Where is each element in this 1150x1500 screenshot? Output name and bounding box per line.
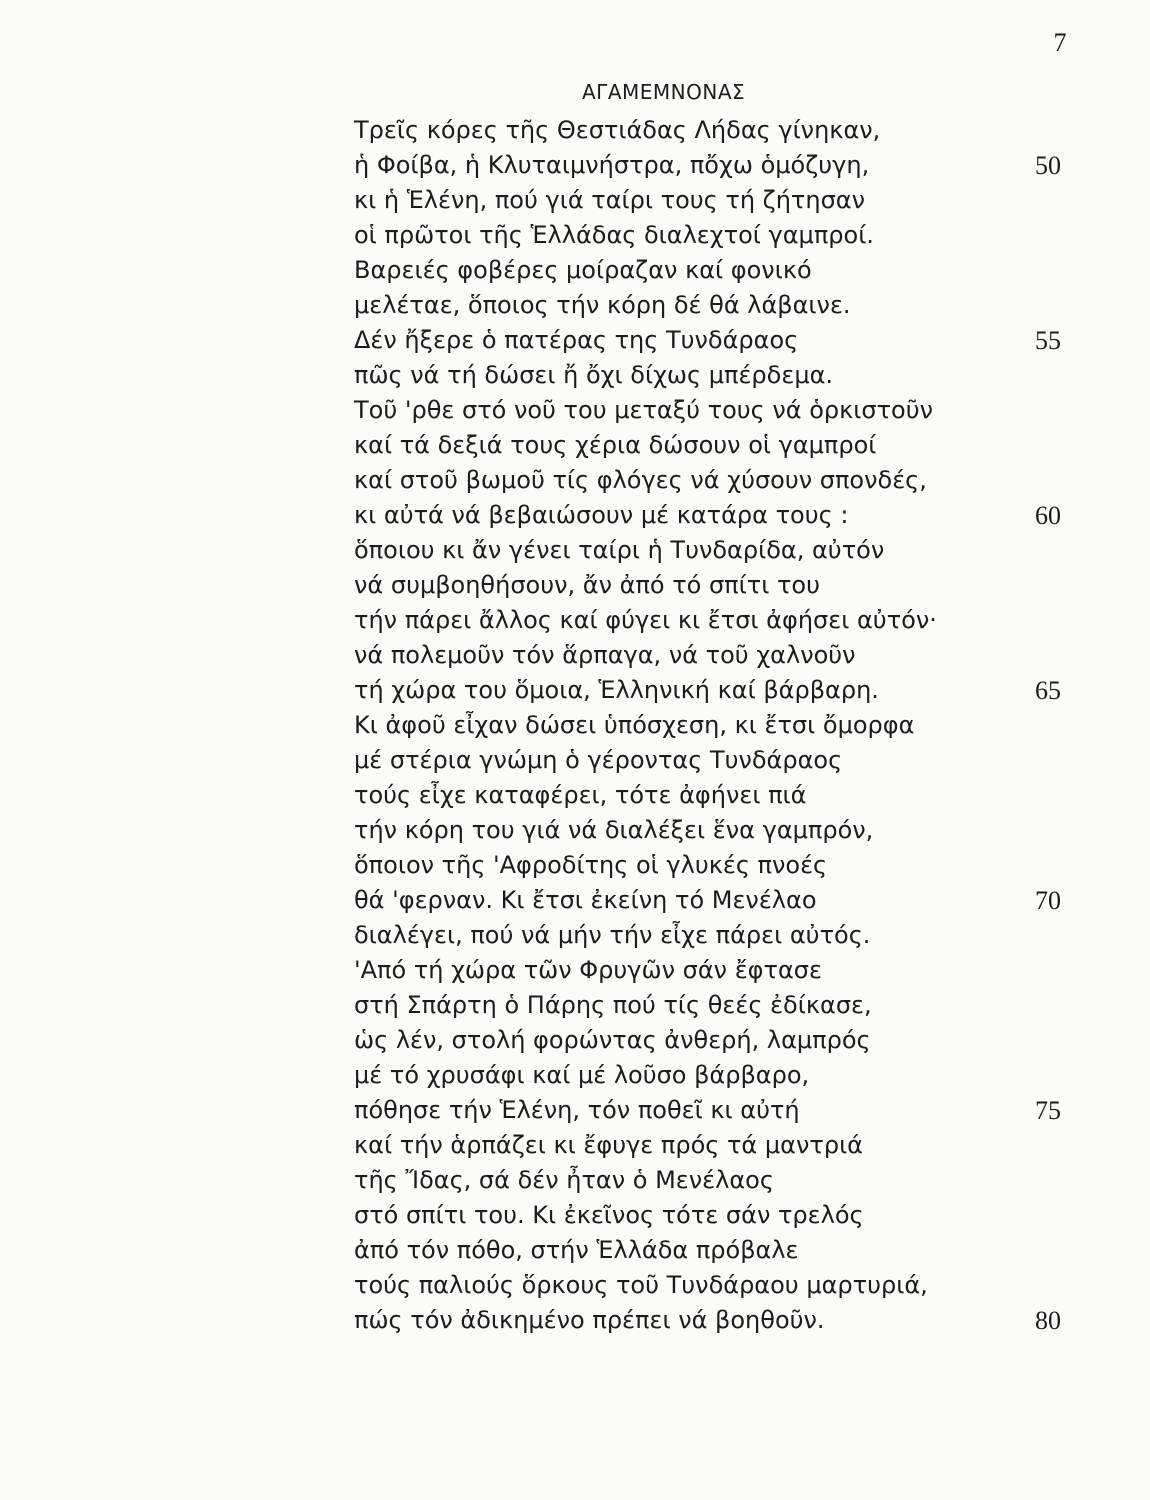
verse-line	[354, 918, 1074, 953]
verse-line-text: τῆς Ἴδας, σά δέν ἦταν ὁ Μενέλαος	[354, 1166, 774, 1194]
verse-line	[354, 953, 1074, 988]
verse-line	[354, 743, 1074, 778]
verse-line	[354, 113, 1074, 148]
verse-line-text: κι αὐτά νά βεβαιώσουν μέ κατάρα τους :	[354, 501, 849, 529]
verse-line	[354, 568, 1074, 603]
verse-block	[354, 113, 1074, 1338]
verse-line	[354, 218, 1074, 253]
verse-line	[354, 708, 1074, 743]
verse-line	[354, 673, 1074, 708]
line-number: 80	[1035, 1306, 1061, 1335]
verse-line-text: νά πολεμοῦν τόν ἅρπαγα, νά τοῦ χαλνοῦν	[354, 641, 856, 669]
verse-line-text: τή χώρα του ὅμοια, Ἑλληνική καί βάρβαρη.	[354, 676, 879, 704]
verse-line-text: στό σπίτι του. Κι ἐκεῖνος τότε σάν τρελός	[354, 1201, 864, 1229]
verse-line-text: 'Από τή χώρα τῶν Φρυγῶν σάν ἔφτασε	[354, 956, 822, 984]
verse-line	[354, 1233, 1074, 1268]
verse-line-text: καί τήν ἁρπάζει κι ἔφυγε πρός τά μαντριά	[354, 1131, 864, 1159]
verse-line	[354, 288, 1074, 323]
verse-line	[354, 463, 1074, 498]
verse-line	[354, 1303, 1074, 1338]
verse-line-text: πῶς νά τή δώσει ἤ ὄχι δίχως μπέρδεμα.	[354, 361, 834, 389]
verse-line-text: Τοῦ 'ρθε στό νοῦ του μεταξύ τους νά ὁρκιστοῦν	[354, 396, 934, 424]
verse-line-text: Κι ἀφοῦ εἶχαν δώσει ὑπόσχεση, κι ἔτσι ὄμορφα	[354, 711, 915, 739]
verse-line-text: ὡς λέν, στολή φορώντας ἀνθερή, λαμπρός	[354, 1026, 871, 1054]
verse-line-text: διαλέγει, πού νά μήν τήν εἶχε πάρει αὐτός.	[354, 921, 871, 949]
verse-line	[354, 883, 1074, 918]
verse-line-text: Βαρειές φοβέρες μοίραζαν καί φονικό	[354, 256, 812, 284]
verse-line	[354, 1023, 1074, 1058]
line-number: 70	[1035, 886, 1061, 915]
verse-line	[354, 323, 1074, 358]
line-number: 55	[1035, 326, 1061, 355]
verse-line-text: καί στοῦ βωμοῦ τίς φλόγες νά χύσουν σπονδές,	[354, 466, 927, 494]
line-number: 50	[1035, 151, 1061, 180]
verse-line	[354, 1198, 1074, 1233]
verse-line	[354, 603, 1074, 638]
verse-line	[354, 498, 1074, 533]
verse-line	[354, 1268, 1074, 1303]
verse-line-text: μέ τό χρυσάφι καί μέ λοῦσο βάρβαρο,	[354, 1061, 810, 1089]
verse-line-text: στή Σπάρτη ὁ Πάρης πού τίς θεές ἐδίκασε,	[354, 991, 872, 1019]
verse-line-text: Δέν ἤξερε ὁ πατέρας της Τυνδάραος	[354, 326, 799, 354]
verse-line	[354, 1093, 1074, 1128]
verse-line-text: τήν κόρη του γιά νά διαλέξει ἕνα γαμπρόν,	[354, 816, 874, 844]
verse-line-text: νά συμβοηθήσουν, ἄν ἀπό τό σπίτι του	[354, 571, 820, 599]
verse-line-text: τήν πάρει ἄλλος καί φύγει κι ἔτσι ἀφήσει αὐτόν·	[354, 606, 937, 634]
verse-line-text: πώς τόν ἀδικημένο πρέπει νά βοηθοῦν.	[354, 1306, 825, 1334]
verse-line	[354, 428, 1074, 463]
verse-line-text: μελέταε, ὅποιος τήν κόρη δέ θά λάβαινε.	[354, 291, 851, 319]
verse-line-text: καί τά δεξιά τους χέρια δώσουν οἱ γαμπροί	[354, 431, 877, 459]
verse-line-text: θά 'φερναν. Κι ἔτσι ἐκείνη τό Μενέλαο	[354, 886, 817, 914]
verse-line	[354, 778, 1074, 813]
page-number: 7	[1053, 28, 1067, 57]
verse-line	[354, 813, 1074, 848]
verse-line	[354, 638, 1074, 673]
verse-line-text: τούς παλιούς ὅρκους τοῦ Τυνδάραου μαρτυριά,	[354, 1271, 928, 1299]
line-number: 75	[1035, 1096, 1061, 1125]
verse-line-text: ὅποιον τῆς 'Αφροδίτης οἱ γλυκές πνοές	[354, 851, 828, 879]
verse-line	[354, 148, 1074, 183]
verse-line-text: μέ στέρια γνώμη ὁ γέροντας Τυνδάραος	[354, 746, 843, 774]
verse-line	[354, 1128, 1074, 1163]
verse-line-text: ἡ Φοίβα, ἡ Κλυταιμνήστρα, πὄχω ὁμόζυγη,	[354, 151, 870, 179]
verse-line	[354, 533, 1074, 568]
verse-line-text: πόθησε τήν Ἑλένη, τόν ποθεῖ κι αὐτή	[354, 1096, 800, 1124]
line-number: 65	[1035, 676, 1061, 705]
verse-line-text: ἀπό τόν πόθο, στήν Ἑλλάδα πρόβαλε	[354, 1236, 799, 1264]
line-number: 60	[1035, 501, 1061, 530]
verse-line	[354, 183, 1074, 218]
verse-line-text: τούς εἶχε καταφέρει, τότε ἀφήνει πιά	[354, 781, 807, 809]
verse-line	[354, 988, 1074, 1023]
verse-line-text: οἱ πρῶτοι τῆς Ἑλλάδας διαλεχτοί γαμπροί.	[354, 221, 874, 249]
verse-line	[354, 393, 1074, 428]
verse-line	[354, 253, 1074, 288]
speaker-heading: ΑΓΑΜΕΜΝΟΝΑΣ	[582, 80, 746, 104]
verse-line	[354, 1058, 1074, 1093]
verse-line-text: Τρεῖς κόρες τῆς Θεστιάδας Λήδας γίνηκαν,	[354, 116, 881, 144]
verse-line	[354, 1163, 1074, 1198]
verse-line-text: ὅποιου κι ἄν γένει ταίρι ἡ Τυνδαρίδα, αὐτόν	[354, 536, 885, 564]
verse-line-text: κι ἡ Ἑλένη, πού γιά ταίρι τους τή ζήτησαν	[354, 186, 866, 214]
verse-line	[354, 358, 1074, 393]
verse-line	[354, 848, 1074, 883]
